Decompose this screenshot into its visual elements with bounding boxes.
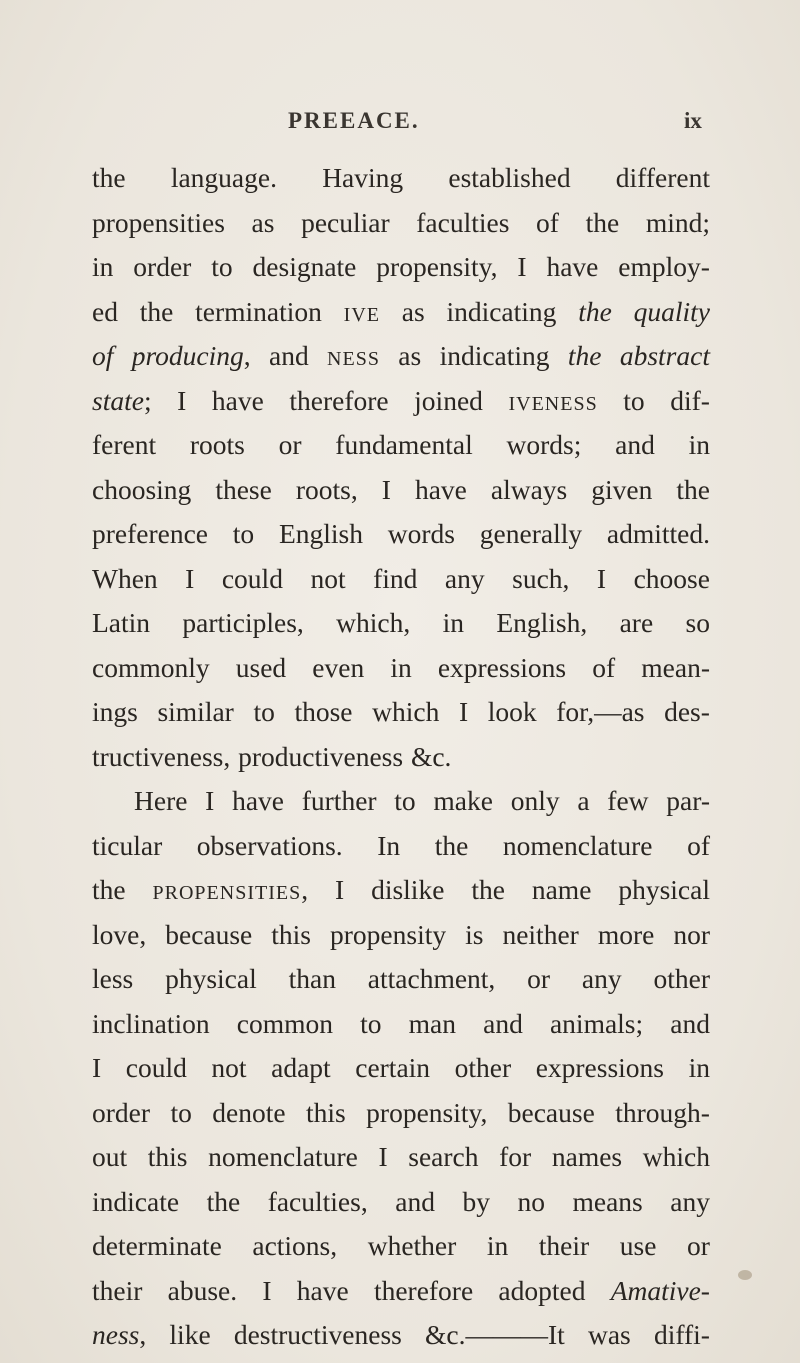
word: less bbox=[92, 963, 134, 994]
word: roots, bbox=[295, 473, 358, 505]
text-line bbox=[92, 601, 710, 646]
word: par- bbox=[666, 785, 710, 816]
word: no bbox=[517, 1185, 545, 1217]
word: have bbox=[546, 251, 599, 282]
word: their bbox=[538, 1230, 590, 1261]
word: commonly bbox=[92, 651, 210, 683]
word: find bbox=[373, 562, 418, 594]
word: to bbox=[360, 1007, 382, 1039]
word: words; bbox=[506, 429, 582, 460]
word: English, bbox=[496, 607, 588, 638]
word: expressions bbox=[437, 651, 567, 683]
word: animals; bbox=[549, 1007, 644, 1039]
word: the bbox=[676, 473, 710, 505]
word: those bbox=[294, 696, 353, 727]
text-line bbox=[92, 1046, 710, 1091]
word: destructiveness bbox=[233, 1319, 402, 1350]
word: names bbox=[551, 1141, 623, 1172]
word: productiveness bbox=[238, 740, 404, 772]
word: ferent bbox=[92, 429, 157, 460]
word: I bbox=[185, 562, 195, 594]
word: Having bbox=[322, 162, 404, 193]
word: the bbox=[206, 1185, 241, 1217]
word: is bbox=[465, 918, 484, 950]
word: I bbox=[381, 473, 391, 505]
text-line bbox=[92, 1224, 710, 1269]
text-line bbox=[92, 779, 710, 824]
word: diffi- bbox=[653, 1319, 710, 1350]
word: any bbox=[670, 1185, 710, 1217]
text-line bbox=[92, 1269, 710, 1314]
word: I bbox=[517, 251, 527, 282]
word: than bbox=[288, 963, 336, 994]
word: determinate bbox=[92, 1230, 222, 1261]
word: nomenclature bbox=[208, 1141, 358, 1172]
word: the bbox=[434, 829, 469, 861]
word: ed bbox=[92, 295, 118, 327]
word: choosing bbox=[92, 473, 192, 505]
word: means bbox=[572, 1185, 643, 1217]
text-line bbox=[92, 512, 710, 557]
word: therefore bbox=[289, 384, 389, 416]
word: propensities bbox=[92, 206, 225, 238]
word: employ- bbox=[618, 251, 710, 282]
text-line bbox=[92, 1002, 710, 1047]
word: actions, bbox=[252, 1230, 338, 1261]
word: denote bbox=[212, 1096, 286, 1128]
word: and bbox=[483, 1007, 523, 1039]
text-line bbox=[92, 735, 710, 780]
word: the bbox=[578, 295, 612, 327]
word: fundamental bbox=[335, 429, 473, 460]
word: physical bbox=[618, 874, 710, 905]
word: propensity bbox=[330, 918, 447, 950]
word: for bbox=[499, 1141, 532, 1172]
word: a bbox=[577, 785, 590, 816]
word: order bbox=[133, 251, 192, 282]
word: I bbox=[458, 696, 469, 727]
word: and bbox=[395, 1185, 435, 1217]
word: I bbox=[177, 384, 187, 416]
word: more bbox=[597, 918, 655, 950]
word: of bbox=[592, 651, 616, 683]
word: or bbox=[527, 963, 551, 994]
text-line bbox=[92, 468, 710, 513]
word: I bbox=[92, 1052, 102, 1083]
word: make bbox=[433, 785, 493, 816]
word: other bbox=[454, 1052, 512, 1083]
word: the bbox=[567, 340, 602, 371]
word: or bbox=[278, 429, 302, 460]
word: attachment, bbox=[367, 963, 496, 994]
ink-smudge bbox=[738, 1270, 752, 1280]
text-line bbox=[92, 1180, 710, 1225]
word: indicating bbox=[446, 295, 557, 327]
text-line bbox=[92, 334, 710, 379]
text-line bbox=[92, 557, 710, 602]
word: by bbox=[462, 1185, 490, 1217]
word: love, bbox=[92, 918, 147, 950]
word: these bbox=[215, 473, 272, 505]
word: Amative- bbox=[610, 1274, 710, 1306]
word: &c. bbox=[410, 740, 452, 772]
word: PROPENSITIES, bbox=[152, 874, 309, 905]
word: the bbox=[585, 206, 620, 238]
word: observations. bbox=[196, 829, 343, 861]
word: adopted bbox=[498, 1274, 586, 1306]
word: IVE bbox=[343, 303, 380, 326]
word: IVENESS bbox=[508, 392, 598, 415]
word: not bbox=[211, 1052, 247, 1083]
word: NESS bbox=[327, 348, 380, 370]
word: search bbox=[408, 1141, 479, 1172]
word: and bbox=[670, 1007, 710, 1039]
word: such, bbox=[512, 562, 570, 594]
word: joined bbox=[414, 384, 483, 416]
word: abuse. bbox=[167, 1274, 238, 1306]
word: the bbox=[139, 295, 174, 327]
word: dislike bbox=[371, 874, 445, 905]
word: I bbox=[596, 562, 607, 594]
word: English bbox=[278, 518, 363, 549]
word: out bbox=[92, 1141, 128, 1172]
word: I bbox=[378, 1141, 388, 1172]
word: the bbox=[92, 162, 126, 193]
word: in bbox=[390, 651, 412, 683]
text-line bbox=[92, 290, 710, 335]
word: termination bbox=[195, 295, 322, 327]
word: neither bbox=[502, 918, 579, 950]
text-line bbox=[92, 913, 710, 958]
word: to bbox=[623, 384, 645, 416]
text-line bbox=[92, 1313, 710, 1358]
word: given bbox=[591, 473, 653, 505]
word: the bbox=[471, 874, 505, 905]
word: adapt bbox=[271, 1052, 331, 1083]
word: certain bbox=[355, 1052, 431, 1083]
word: not bbox=[310, 562, 346, 594]
word: order bbox=[92, 1096, 151, 1128]
word: In bbox=[377, 829, 401, 861]
word: which bbox=[372, 696, 440, 727]
word: in bbox=[442, 607, 464, 638]
word: to bbox=[211, 251, 233, 282]
word: name bbox=[531, 874, 592, 905]
text-line bbox=[92, 423, 710, 468]
page-number: ix bbox=[684, 108, 702, 133]
word: faculties, bbox=[267, 1185, 368, 1217]
word: ings bbox=[92, 696, 138, 727]
text-line bbox=[92, 824, 710, 869]
word: generally bbox=[479, 518, 583, 549]
word: man bbox=[408, 1007, 456, 1039]
word: choose bbox=[633, 562, 710, 594]
word: only bbox=[510, 785, 560, 816]
word: in bbox=[486, 1230, 509, 1261]
word: I bbox=[335, 874, 345, 905]
word: peculiar bbox=[301, 206, 390, 238]
word: of bbox=[687, 829, 710, 861]
word: this bbox=[147, 1141, 188, 1172]
word: of bbox=[536, 206, 559, 238]
word: used bbox=[235, 651, 287, 683]
word: of bbox=[92, 340, 114, 371]
word: producing, bbox=[131, 340, 251, 371]
word: to bbox=[170, 1096, 192, 1128]
word: admitted. bbox=[606, 518, 710, 549]
text-line bbox=[92, 201, 710, 246]
text-line bbox=[92, 1135, 710, 1180]
word: &c.———It bbox=[425, 1319, 565, 1350]
word: and bbox=[615, 429, 655, 460]
word: propensity, bbox=[366, 1096, 488, 1128]
word: have bbox=[211, 384, 264, 416]
word: nor bbox=[673, 918, 710, 950]
text-line bbox=[92, 690, 710, 735]
word: ticular bbox=[92, 829, 163, 861]
word: ness, bbox=[92, 1319, 147, 1350]
word: common bbox=[236, 1007, 333, 1039]
word: in bbox=[688, 429, 710, 460]
word: dif- bbox=[670, 384, 710, 416]
word: Latin bbox=[92, 607, 151, 638]
word: indicating bbox=[439, 340, 550, 371]
word: as bbox=[401, 295, 425, 327]
word: nomenclature bbox=[502, 829, 653, 861]
word: so bbox=[685, 607, 710, 638]
word: even bbox=[312, 651, 365, 683]
word: I bbox=[262, 1274, 272, 1306]
word: des- bbox=[664, 696, 710, 727]
word: for,—as bbox=[556, 696, 645, 727]
word: through- bbox=[615, 1096, 710, 1128]
word: few bbox=[607, 785, 649, 816]
word: Here bbox=[134, 785, 188, 816]
word: was bbox=[587, 1319, 631, 1350]
word: as bbox=[251, 206, 275, 238]
word: established bbox=[448, 162, 571, 193]
word: in bbox=[92, 251, 114, 282]
word: expressions bbox=[535, 1052, 665, 1083]
text-line bbox=[92, 245, 710, 290]
word: could bbox=[221, 562, 283, 594]
running-head bbox=[0, 108, 800, 148]
word: have bbox=[232, 785, 284, 816]
word: which, bbox=[336, 607, 411, 638]
word: mind; bbox=[645, 206, 710, 238]
word: and bbox=[268, 340, 309, 371]
word: have bbox=[296, 1274, 349, 1306]
word: look bbox=[487, 696, 537, 727]
text-line bbox=[92, 156, 710, 201]
word: preference bbox=[92, 518, 209, 549]
word: mean- bbox=[641, 651, 710, 683]
word: always bbox=[490, 473, 568, 505]
word: any bbox=[444, 562, 485, 594]
word: or bbox=[687, 1230, 710, 1261]
word: their bbox=[92, 1274, 143, 1306]
word: similar bbox=[157, 696, 234, 727]
word: to bbox=[253, 696, 275, 727]
word: participles, bbox=[182, 607, 304, 638]
text-line bbox=[92, 646, 710, 691]
word: any bbox=[581, 963, 622, 994]
text-line bbox=[92, 1091, 710, 1136]
word: as bbox=[398, 340, 422, 371]
word: different bbox=[615, 162, 710, 193]
word: inclination bbox=[92, 1007, 210, 1039]
word: propensity, bbox=[376, 251, 498, 282]
word: because bbox=[165, 918, 253, 950]
text-line bbox=[92, 957, 710, 1002]
word: indicate bbox=[92, 1185, 180, 1217]
word: to bbox=[232, 518, 255, 549]
text-line bbox=[92, 868, 710, 913]
word: to bbox=[394, 785, 416, 816]
running-head-title: PREEACE. bbox=[288, 108, 420, 133]
word: I bbox=[205, 785, 215, 816]
word: words bbox=[387, 518, 456, 549]
word: roots bbox=[189, 429, 245, 460]
word: When bbox=[92, 562, 158, 594]
word: this bbox=[306, 1096, 346, 1128]
word: the bbox=[92, 874, 126, 905]
word: whether bbox=[367, 1230, 457, 1261]
word: have bbox=[414, 473, 467, 505]
word: in bbox=[688, 1052, 710, 1083]
text-line bbox=[92, 379, 710, 424]
word: other bbox=[653, 963, 710, 994]
word: further bbox=[301, 785, 377, 816]
word: tructiveness, bbox=[92, 740, 231, 772]
word: are bbox=[619, 607, 654, 638]
word: abstract bbox=[619, 340, 710, 371]
word: this bbox=[271, 918, 311, 950]
word: could bbox=[125, 1052, 187, 1083]
word: therefore bbox=[373, 1274, 474, 1306]
word: designate bbox=[252, 251, 357, 282]
word: physical bbox=[165, 963, 257, 994]
word: because bbox=[507, 1096, 595, 1128]
word: which bbox=[642, 1141, 710, 1172]
word: like bbox=[169, 1319, 211, 1350]
word: state; bbox=[92, 384, 152, 416]
word: faculties bbox=[416, 206, 510, 238]
word: language. bbox=[170, 162, 277, 193]
word: use bbox=[619, 1230, 657, 1261]
word: quality bbox=[633, 295, 710, 327]
body-text bbox=[92, 156, 710, 1358]
